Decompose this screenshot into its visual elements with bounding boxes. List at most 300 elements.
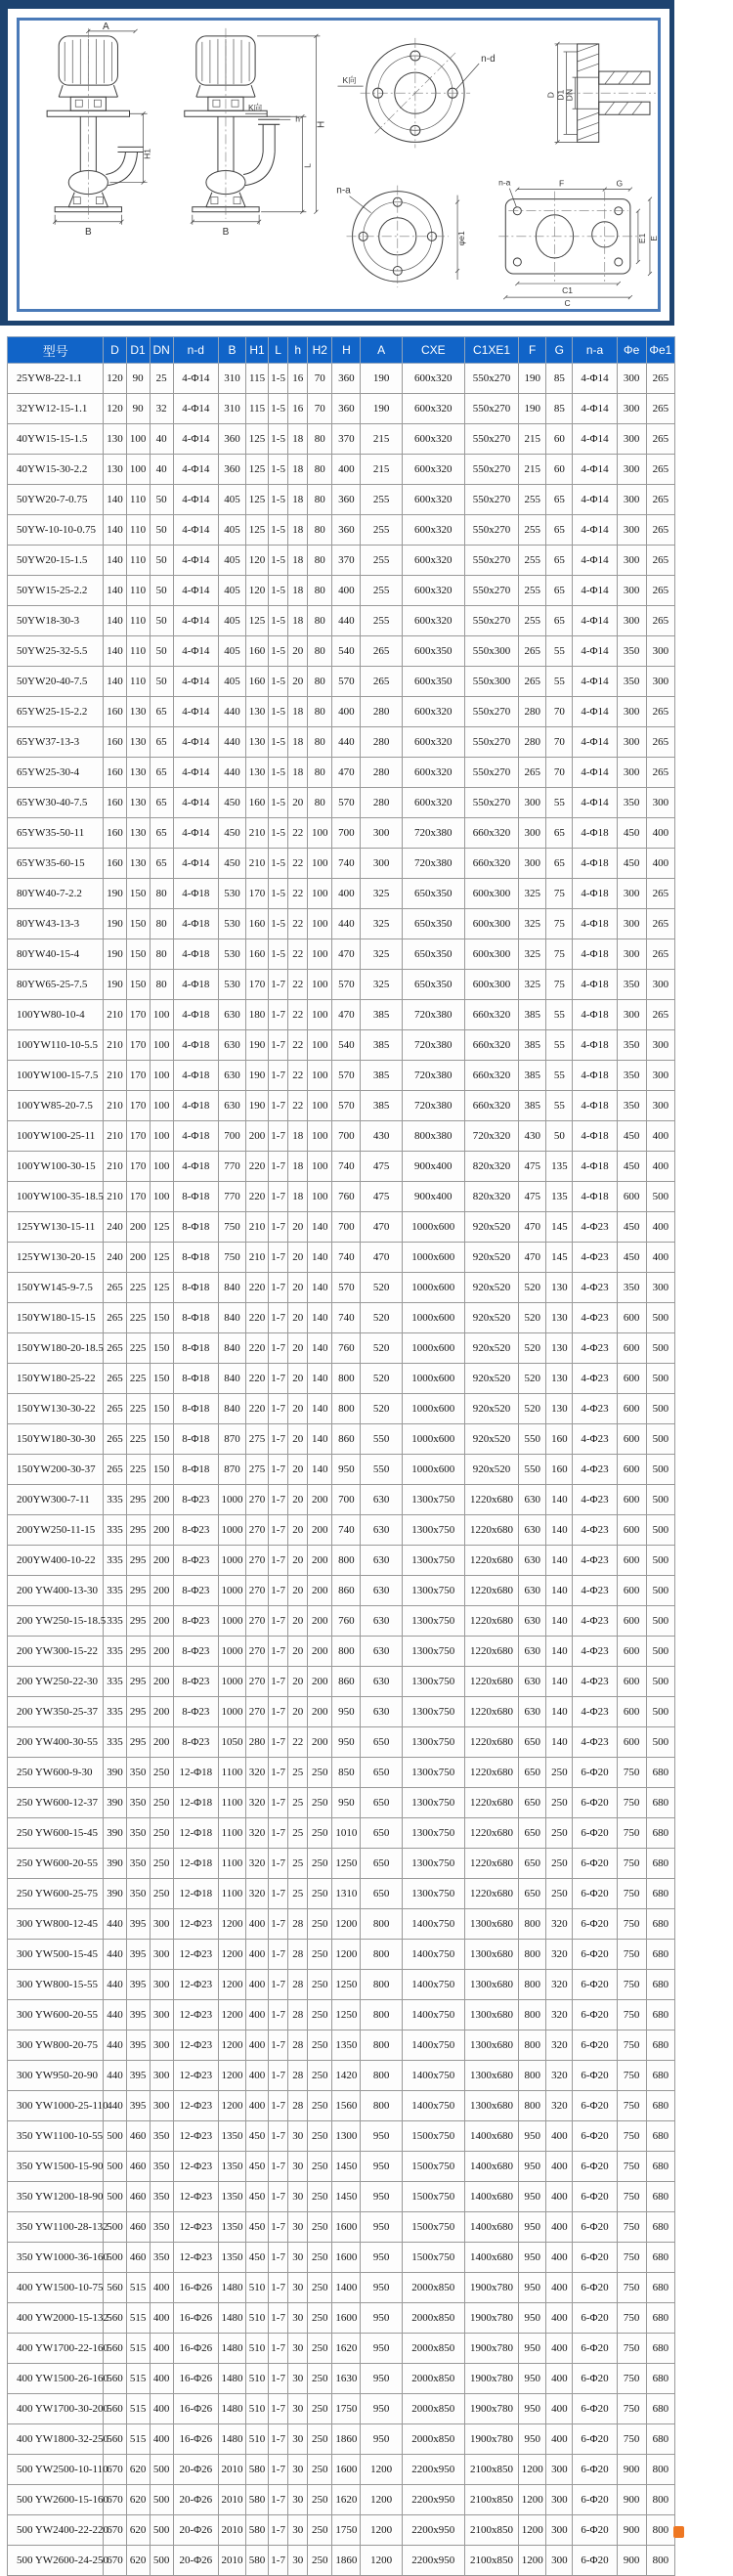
- value-cell: 18: [288, 546, 308, 576]
- value-cell: 1400x680: [464, 2212, 518, 2243]
- value-cell: 680: [646, 1788, 674, 1818]
- value-cell: 250: [308, 2243, 332, 2273]
- value-cell: 1220x680: [464, 1485, 518, 1515]
- value-cell: 1-7: [269, 1515, 288, 1546]
- table-row: [8, 2152, 675, 2182]
- value-cell: 1500x750: [402, 2152, 464, 2182]
- value-cell: 140: [104, 576, 126, 606]
- value-cell: 515: [126, 2334, 150, 2364]
- table-header: [8, 337, 675, 364]
- value-cell: 250: [308, 2212, 332, 2243]
- value-cell: 160: [546, 1424, 573, 1455]
- value-cell: 22: [288, 1727, 308, 1758]
- value-cell: 1200: [218, 2091, 245, 2121]
- value-cell: 18: [288, 576, 308, 606]
- value-cell: 1-5: [269, 515, 288, 546]
- value-cell: 510: [246, 2364, 269, 2394]
- value-cell: 2000x850: [402, 2303, 464, 2334]
- value-cell: 265: [646, 727, 674, 758]
- value-cell: 500: [646, 1606, 674, 1637]
- value-cell: 500: [646, 1546, 674, 1576]
- table-row: [8, 1424, 675, 1455]
- value-cell: 110: [126, 546, 150, 576]
- value-cell: 110: [126, 576, 150, 606]
- value-cell: 350: [150, 2121, 173, 2152]
- value-cell: 4-Φ18: [173, 1030, 218, 1061]
- table-row: [8, 424, 675, 455]
- model-cell: 200 YW250-15-18.5: [8, 1606, 104, 1637]
- value-cell: 300: [646, 1030, 674, 1061]
- value-cell: 20-Φ26: [173, 2485, 218, 2515]
- value-cell: 200: [308, 1667, 332, 1697]
- value-cell: 390: [104, 1758, 126, 1788]
- value-cell: 80: [308, 576, 332, 606]
- value-cell: 350: [617, 1030, 646, 1061]
- col-header-17: Φe: [617, 337, 646, 364]
- value-cell: 1200: [361, 2546, 402, 2576]
- value-cell: 800: [519, 1970, 546, 2000]
- value-cell: 320: [546, 2061, 573, 2091]
- value-cell: 630: [361, 1667, 402, 1697]
- value-cell: 6-Φ20: [573, 1879, 617, 1909]
- value-cell: 1350: [218, 2152, 245, 2182]
- value-cell: 325: [519, 970, 546, 1000]
- table-row: [8, 1515, 675, 1546]
- value-cell: 530: [218, 939, 245, 970]
- value-cell: 800: [361, 1940, 402, 1970]
- value-cell: 115: [246, 394, 269, 424]
- value-cell: 6-Φ20: [573, 2243, 617, 2273]
- table-row: [8, 2455, 675, 2485]
- value-cell: 660x320: [464, 1091, 518, 1121]
- value-cell: 440: [332, 606, 361, 636]
- value-cell: 1000: [218, 1485, 245, 1515]
- value-cell: 80: [308, 606, 332, 636]
- value-cell: 160: [546, 1455, 573, 1485]
- value-cell: 600x320: [402, 455, 464, 485]
- value-cell: 1220x680: [464, 1788, 518, 1818]
- table-row: [8, 939, 675, 970]
- table-row: [8, 1818, 675, 1849]
- value-cell: 650: [361, 1788, 402, 1818]
- value-cell: 4-Φ23: [573, 1243, 617, 1273]
- value-cell: 550x270: [464, 364, 518, 394]
- value-cell: 550x270: [464, 758, 518, 788]
- value-cell: 395: [126, 2061, 150, 2091]
- col-header-16: n-a: [573, 337, 617, 364]
- value-cell: 550x300: [464, 667, 518, 697]
- value-cell: 300: [617, 1000, 646, 1030]
- value-cell: 25: [288, 1788, 308, 1818]
- model-cell: 250 YW600-12-37: [8, 1788, 104, 1818]
- value-cell: 1-7: [269, 2424, 288, 2455]
- value-cell: 600: [617, 1485, 646, 1515]
- value-cell: 400: [150, 2334, 173, 2364]
- value-cell: 18: [288, 606, 308, 636]
- value-cell: 16: [288, 394, 308, 424]
- value-cell: 210: [104, 1152, 126, 1182]
- value-cell: 300: [617, 424, 646, 455]
- value-cell: 1-7: [269, 1364, 288, 1394]
- value-cell: 265: [646, 909, 674, 939]
- value-cell: 800: [519, 2061, 546, 2091]
- value-cell: 55: [546, 1000, 573, 1030]
- value-cell: 680: [646, 2273, 674, 2303]
- value-cell: 12-Φ18: [173, 1788, 218, 1818]
- value-cell: 140: [546, 1637, 573, 1667]
- value-cell: 630: [519, 1606, 546, 1637]
- value-cell: 400: [546, 2212, 573, 2243]
- table-row: [8, 2121, 675, 2152]
- value-cell: 4-Φ14: [573, 788, 617, 818]
- value-cell: 1600: [332, 2303, 361, 2334]
- value-cell: 570: [332, 1061, 361, 1091]
- value-cell: 1010: [332, 1818, 361, 1849]
- value-cell: 4-Φ14: [173, 636, 218, 667]
- value-cell: 8-Φ18: [173, 1212, 218, 1243]
- value-cell: 950: [519, 2273, 546, 2303]
- value-cell: 270: [246, 1485, 269, 1515]
- model-cell: 300 YW800-20-75: [8, 2030, 104, 2061]
- value-cell: 265: [646, 879, 674, 909]
- dim-b2-label: B: [222, 226, 230, 238]
- value-cell: 250: [150, 1758, 173, 1788]
- value-cell: 2000x850: [402, 2394, 464, 2424]
- value-cell: 560: [104, 2424, 126, 2455]
- value-cell: 115: [246, 364, 269, 394]
- value-cell: 320: [246, 1758, 269, 1788]
- value-cell: 255: [361, 485, 402, 515]
- value-cell: 350: [617, 1061, 646, 1091]
- value-cell: 440: [104, 2000, 126, 2030]
- col-header-11: A: [361, 337, 402, 364]
- value-cell: 800: [332, 1394, 361, 1424]
- dim-h1-label: H1: [142, 149, 152, 159]
- value-cell: 8-Φ18: [173, 1303, 218, 1333]
- value-cell: 720x380: [402, 849, 464, 879]
- value-cell: 32: [150, 394, 173, 424]
- value-cell: 1-7: [269, 1667, 288, 1697]
- value-cell: 28: [288, 2091, 308, 2121]
- model-cell: 150YW180-20-18.5: [8, 1333, 104, 1364]
- value-cell: 200: [308, 1576, 332, 1606]
- value-cell: 140: [308, 1243, 332, 1273]
- value-cell: 300: [546, 2546, 573, 2576]
- value-cell: 950: [361, 2273, 402, 2303]
- table-row: [8, 2000, 675, 2030]
- value-cell: 800: [361, 1909, 402, 1940]
- value-cell: 190: [519, 364, 546, 394]
- value-cell: 140: [308, 1303, 332, 1333]
- value-cell: 300: [150, 1970, 173, 2000]
- value-cell: 800x380: [402, 1121, 464, 1152]
- value-cell: 1450: [332, 2152, 361, 2182]
- value-cell: 600: [617, 1303, 646, 1333]
- value-cell: 1250: [332, 1970, 361, 2000]
- value-cell: 950: [519, 2394, 546, 2424]
- col-header-13: C1XE1: [464, 337, 518, 364]
- value-cell: 550x270: [464, 394, 518, 424]
- value-cell: 385: [519, 1091, 546, 1121]
- value-cell: 250: [308, 2061, 332, 2091]
- value-cell: 500: [646, 1637, 674, 1667]
- value-cell: 150: [150, 1364, 173, 1394]
- model-cell: 80YW65-25-7.5: [8, 970, 104, 1000]
- value-cell: 1000: [218, 1606, 245, 1637]
- value-cell: 200: [150, 1576, 173, 1606]
- value-cell: 395: [126, 2030, 150, 2061]
- value-cell: 20: [288, 1546, 308, 1576]
- value-cell: 1200: [332, 1909, 361, 1940]
- value-cell: 250: [308, 2546, 332, 2576]
- value-cell: 1220x680: [464, 1818, 518, 1849]
- value-cell: 270: [246, 1546, 269, 1576]
- value-cell: 270: [246, 1515, 269, 1546]
- value-cell: 145: [546, 1243, 573, 1273]
- value-cell: 4-Φ18: [573, 1182, 617, 1212]
- value-cell: 130: [126, 697, 150, 727]
- value-cell: 680: [646, 1970, 674, 2000]
- value-cell: 40: [150, 424, 173, 455]
- value-cell: 405: [218, 485, 245, 515]
- value-cell: 255: [361, 515, 402, 546]
- value-cell: 1400x680: [464, 2152, 518, 2182]
- value-cell: 265: [646, 576, 674, 606]
- value-cell: 1350: [332, 2030, 361, 2061]
- value-cell: 2000x850: [402, 2424, 464, 2455]
- value-cell: 500: [104, 2182, 126, 2212]
- value-cell: 220: [246, 1394, 269, 1424]
- value-cell: 475: [519, 1152, 546, 1182]
- table-row: [8, 758, 675, 788]
- value-cell: 125: [150, 1273, 173, 1303]
- value-cell: 520: [361, 1303, 402, 1333]
- value-cell: 8-Φ23: [173, 1637, 218, 1667]
- value-cell: 265: [646, 515, 674, 546]
- value-cell: 405: [218, 606, 245, 636]
- value-cell: 4-Φ14: [573, 667, 617, 697]
- value-cell: 8-Φ18: [173, 1455, 218, 1485]
- value-cell: 1300x750: [402, 1849, 464, 1879]
- value-cell: 1-7: [269, 2485, 288, 2515]
- value-cell: 200: [150, 1697, 173, 1727]
- value-cell: 600x320: [402, 758, 464, 788]
- value-cell: 400: [546, 2121, 573, 2152]
- value-cell: 900: [617, 2455, 646, 2485]
- table-row: [8, 788, 675, 818]
- table-row: [8, 1788, 675, 1818]
- value-cell: 510: [246, 2424, 269, 2455]
- value-cell: 8-Φ23: [173, 1667, 218, 1697]
- value-cell: 12-Φ23: [173, 2121, 218, 2152]
- value-cell: 650x350: [402, 939, 464, 970]
- value-cell: 530: [218, 970, 245, 1000]
- value-cell: 18: [288, 455, 308, 485]
- model-cell: 100YW100-35-18.5: [8, 1182, 104, 1212]
- value-cell: 2100x850: [464, 2485, 518, 2515]
- value-cell: 1000: [218, 1546, 245, 1576]
- value-cell: 510: [246, 2303, 269, 2334]
- value-cell: 300: [646, 636, 674, 667]
- value-cell: 295: [126, 1546, 150, 1576]
- model-cell: 200 YW250-22-30: [8, 1667, 104, 1697]
- table-row: [8, 1121, 675, 1152]
- value-cell: 450: [617, 818, 646, 849]
- table-row: [8, 2030, 675, 2061]
- model-cell: 350 YW1100-28-132: [8, 2212, 104, 2243]
- value-cell: 215: [361, 424, 402, 455]
- value-cell: 1220x680: [464, 1667, 518, 1697]
- value-cell: 6-Φ20: [573, 2212, 617, 2243]
- value-cell: 22: [288, 818, 308, 849]
- value-cell: 210: [104, 1030, 126, 1061]
- value-cell: 16: [288, 364, 308, 394]
- value-cell: 900: [617, 2546, 646, 2576]
- value-cell: 65: [546, 818, 573, 849]
- value-cell: 1-7: [269, 2030, 288, 2061]
- value-cell: 750: [617, 2243, 646, 2273]
- value-cell: 100: [308, 1000, 332, 1030]
- value-cell: 250: [308, 1849, 332, 1879]
- value-cell: 1-7: [269, 1727, 288, 1758]
- value-cell: 450: [218, 818, 245, 849]
- value-cell: 950: [361, 2182, 402, 2212]
- value-cell: 750: [617, 1818, 646, 1849]
- value-cell: 6-Φ20: [573, 2546, 617, 2576]
- value-cell: 660x320: [464, 1030, 518, 1061]
- table-row: [8, 970, 675, 1000]
- value-cell: 280: [246, 1727, 269, 1758]
- table-row: [8, 515, 675, 546]
- value-cell: 510: [246, 2334, 269, 2364]
- value-cell: 750: [617, 2152, 646, 2182]
- value-cell: 440: [104, 1909, 126, 1940]
- value-cell: 470: [361, 1243, 402, 1273]
- value-cell: 350: [150, 2243, 173, 2273]
- value-cell: 25: [150, 364, 173, 394]
- value-cell: 700: [332, 1485, 361, 1515]
- value-cell: 450: [246, 2121, 269, 2152]
- value-cell: 120: [104, 394, 126, 424]
- model-cell: 300 YW500-15-45: [8, 1940, 104, 1970]
- value-cell: 225: [126, 1455, 150, 1485]
- value-cell: 550x270: [464, 697, 518, 727]
- value-cell: 400: [246, 2091, 269, 2121]
- value-cell: 1220x680: [464, 1606, 518, 1637]
- value-cell: 130: [546, 1303, 573, 1333]
- value-cell: 670: [104, 2546, 126, 2576]
- value-cell: 1400x750: [402, 2091, 464, 2121]
- value-cell: 300: [617, 485, 646, 515]
- value-cell: 210: [104, 1000, 126, 1030]
- value-cell: 16-Φ26: [173, 2303, 218, 2334]
- value-cell: 520: [361, 1394, 402, 1424]
- value-cell: 820x320: [464, 1182, 518, 1212]
- table-row: [8, 1849, 675, 1879]
- value-cell: 650: [361, 1727, 402, 1758]
- value-cell: 670: [104, 2485, 126, 2515]
- value-cell: 30: [288, 2364, 308, 2394]
- value-cell: 170: [126, 1030, 150, 1061]
- value-cell: 650: [519, 1788, 546, 1818]
- value-cell: 6-Φ20: [573, 2364, 617, 2394]
- value-cell: 390: [104, 1818, 126, 1849]
- value-cell: 950: [332, 1788, 361, 1818]
- value-cell: 750: [617, 2364, 646, 2394]
- value-cell: 680: [646, 1879, 674, 1909]
- value-cell: 1-7: [269, 1303, 288, 1333]
- value-cell: 1300x680: [464, 2061, 518, 2091]
- value-cell: 325: [361, 879, 402, 909]
- value-cell: 500: [646, 1485, 674, 1515]
- value-cell: 1-5: [269, 909, 288, 939]
- value-cell: 4-Φ14: [573, 485, 617, 515]
- model-cell: 80YW43-13-3: [8, 909, 104, 939]
- value-cell: 8-Φ18: [173, 1424, 218, 1455]
- value-cell: 1-7: [269, 1485, 288, 1515]
- value-cell: 295: [126, 1727, 150, 1758]
- model-cell: 125YW130-15-11: [8, 1212, 104, 1243]
- model-cell: 100YW100-15-7.5: [8, 1061, 104, 1091]
- value-cell: 570: [332, 788, 361, 818]
- value-cell: 300: [617, 546, 646, 576]
- value-cell: 750: [617, 2424, 646, 2455]
- value-cell: 1600: [332, 2243, 361, 2273]
- value-cell: 280: [361, 758, 402, 788]
- value-cell: 1600: [332, 2455, 361, 2485]
- value-cell: 650: [519, 1879, 546, 1909]
- model-cell: 65YW37-13-3: [8, 727, 104, 758]
- value-cell: 600x350: [402, 636, 464, 667]
- value-cell: 130: [104, 455, 126, 485]
- table-row: [8, 1303, 675, 1333]
- dim-d-label: D: [545, 92, 556, 99]
- value-cell: 170: [246, 970, 269, 1000]
- value-cell: 250: [308, 1940, 332, 1970]
- value-cell: 20: [288, 1606, 308, 1637]
- value-cell: 180: [246, 1000, 269, 1030]
- value-cell: 520: [519, 1333, 546, 1364]
- value-cell: 600: [617, 1546, 646, 1576]
- value-cell: 1-7: [269, 1849, 288, 1879]
- table-row: [8, 1697, 675, 1727]
- value-cell: 65: [150, 818, 173, 849]
- value-cell: 250: [308, 2394, 332, 2424]
- value-cell: 350: [126, 1849, 150, 1879]
- value-cell: 680: [646, 2000, 674, 2030]
- model-cell: 50YW20-15-1.5: [8, 546, 104, 576]
- value-cell: 200: [246, 1121, 269, 1152]
- value-cell: 390: [104, 1849, 126, 1879]
- value-cell: 1000x600: [402, 1212, 464, 1243]
- value-cell: 1-7: [269, 2334, 288, 2364]
- model-cell: 150YW130-30-22: [8, 1394, 104, 1424]
- value-cell: 130: [546, 1364, 573, 1394]
- value-cell: 160: [104, 788, 126, 818]
- value-cell: 1300x750: [402, 1606, 464, 1637]
- value-cell: 1100: [218, 1879, 245, 1909]
- value-cell: 600x320: [402, 394, 464, 424]
- value-cell: 28: [288, 2030, 308, 2061]
- value-cell: 20: [288, 1273, 308, 1303]
- value-cell: 30: [288, 2424, 308, 2455]
- value-cell: 1900x780: [464, 2334, 518, 2364]
- value-cell: 1-7: [269, 2091, 288, 2121]
- value-cell: 1350: [218, 2121, 245, 2152]
- table-row: [8, 727, 675, 758]
- value-cell: 265: [646, 364, 674, 394]
- value-cell: 920x520: [464, 1424, 518, 1455]
